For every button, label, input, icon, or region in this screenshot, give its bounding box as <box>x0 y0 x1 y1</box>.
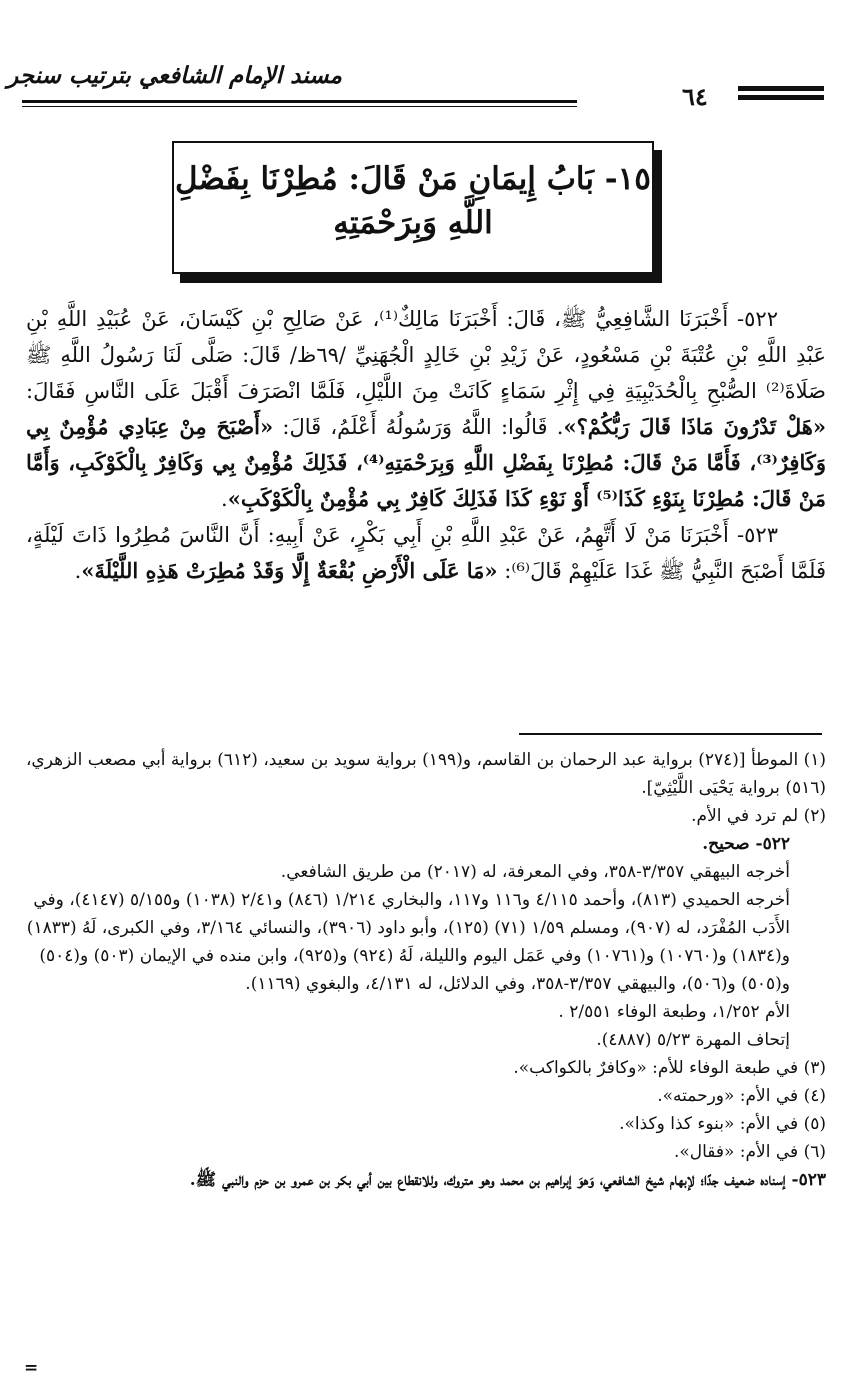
page-number: ٦٤ <box>682 82 708 111</box>
footnote: (٣) في طبعة الوفاء للأم: «وكافرٌ بالكواكب». <box>513 1058 826 1078</box>
hadith-text-segment: ٥٢٣- أَخْبَرَنَا مَنْ لَا أَتَّهِمُ، عَنْ عَبْدِ اللَّهِ بْنِ أَبِي بَكْرٍ، عَنْ أَبِيهِ: أَنَّ النَّاسَ مُطِرُوا ذَاتَ لَيْلَةٍ، فَلَمَّا أَصْبَحَ النَّبِيُّ ﷺ غَدَا عَلَيْهِمْ قَالَ⁽⁶⁾: <box>26 523 826 583</box>
header-rule <box>22 100 577 107</box>
footnote: (٢) لم ترد في الأم. <box>691 806 826 826</box>
hadith-523 <box>26 517 826 589</box>
takhrij-line: أخرجه البيهقي ٣/٣٥٧-٣٥٨، وفي المعرفة، له (٢٠١٧) من طريق الشافعي. <box>280 862 790 882</box>
takhrij-line: أخرجه الحميدي (٨١٣)، وأحمد ٤/١١٥ و١١٦ و١١٧، والبخاري ١/٢١٤ (٨٤٦) و٢/٤١ (١٠٣٨) و٥/١٥٥ (٤١٤٧)، وفي الأَدَب المُفْرَد، له (٩٠٧)، ومسلم ١/٥٩ (٧١) (١٢٥)، وأبو داود (٣٩٠٦)، والنسائي ٣/١٦٤، وفي الكبرى، لَهُ (١٨٣٣) و(١٨٣٤) و(١٠٧٦٠) و(١٠٧٦١) وفي عَمَل اليوم والليلة، لَهُ (٩٢٤) و(٩٢٥)، وابن منده في الإيمان (٥٠٣) و(٥٠٤) و(٥٠٥) و(٥٠٦)، والبيهقي ٣/٣٥٧-٣٥٨، وفي الدلائل، له ٤/١٣١، والبغوي (١١٦٩). <box>26 890 790 994</box>
chapter-heading-line-2: اللَّهِ وَبِرَحْمَتِهِ <box>333 205 493 241</box>
hadith-text-segment: . <box>74 559 82 583</box>
footnote: (٦) في الأم: «فقال». <box>673 1142 826 1162</box>
footnote: (٤) في الأم: «ورحمته». <box>657 1086 826 1106</box>
footnotes-block <box>24 746 826 1194</box>
hadith-text-block <box>26 301 826 589</box>
continuation-mark: = <box>24 1358 39 1378</box>
running-header-title: مسند الإمام الشافعي بترتيب سنجر <box>7 62 342 89</box>
takhrij-heading: ٥٢٢- صحيح. <box>702 834 790 854</box>
chapter-heading-line-1: ١٥- بَابُ إِيمَانِ مَنْ قَالَ: مُطِرْنَا بِفَضْلِ <box>175 161 651 197</box>
hadith-text-segment: . <box>221 487 228 511</box>
footnote: (٥) في الأم: «بنوء كذا وكذا». <box>619 1114 826 1134</box>
header-ornament-bars <box>738 86 824 104</box>
hadith-text-segment: «مَا عَلَى الْأَرْضِ بُقْعَةٌ إِلَّا وَقَدْ مُطِرَتْ هَذِهِ اللَّيْلَةَ» <box>81 558 498 583</box>
footnote-separator <box>519 733 822 735</box>
hadith-text-segment: . قَالُوا: اللَّهُ وَرَسُولُهُ أَعْلَمُ، قَالَ: <box>273 415 564 439</box>
hadith-text-segment: «هَلْ تَدْرُونَ مَاذَا قَالَ رَبُّكُمْ؟» <box>563 414 826 439</box>
hadith-text-segment: «أَصْبَحَ مِنْ عِبَادِي مُؤْمِنٌ بِي وَكَافِرٌ⁽³⁾، فَأَمَّا مَنْ قَالَ: مُطِرْنَا بِفَضْلِ اللَّهِ وَبِرَحْمَتِهِ⁽⁴⁾، فَذَلِكَ مُؤْمِنٌ بِي وَكَافِرٌ بِالْكَوْكَبِ، وَأَمَّا مَنْ قَالَ: مُطِرْنَا بِنَوْءِ كَذَا⁽⁵⁾ أَوْ نَوْءِ كَذَا فَذَلِكَ كَافِرٌ بِي مُؤْمِنٌ بِالْكَوْكَبِ» <box>26 414 826 511</box>
chapter-heading-box <box>172 141 654 274</box>
takhrij-line: الأم ١/٢٥٢، وطبعة الوفاء ٢/٥٥١ . <box>558 1002 790 1022</box>
grading-note: ٥٢٣- إسناده ضعيف جدًا؛ لإبهام شيخ الشافعي، وَهوَ إبراهيم بن محمد وهو متروك، وللانقطاع بين أبي بكر بن عمرو بن حزم والنبي ﷺ. <box>189 1170 826 1190</box>
hadith-text-segment: ٥٢٢- أَخْبَرَنَا الشَّافِعِيُّ ﷺ، قَالَ: أَخْبَرَنَا مَالِكٌ⁽¹⁾، عَنْ صَالِحِ بْنِ كَيْسَانَ، عَنْ عُبَيْدِ اللَّهِ بْنِ عَبْدِ اللَّهِ بْنِ عُتْبَةَ بْنِ مَسْعُودٍ، عَنْ زَيْدِ بْنِ خَالِدٍ الْجُهَنِيِّ /٦٩ظ/ قَالَ: صَلَّى لَنَا رَسُولُ اللَّهِ ﷺ صَلَاةَ⁽²⁾ الصُّبْحِ بِالْحُدَيْبِيَةِ فِي إِثْرِ سَمَاءٍ كَانَتْ مِنَ اللَّيْلِ، فَلَمَّا انْصَرَفَ أَقْبَلَ عَلَى النَّاسِ فَقَالَ: <box>26 307 826 403</box>
footnote: (١) الموطأ [(٢٧٤) برواية عبد الرحمان بن القاسم، و(١٩٩) برواية سويد بن سعيد، (٦١٢) برواية أبي مصعب الزهري، (٥١٦) برواية يَحْيَى اللَّيْثِيّ]. <box>25 750 826 798</box>
takhrij-line: إتحاف المهرة ٥/٢٣ (٤٨٨٧). <box>596 1030 790 1050</box>
hadith-522 <box>26 301 826 517</box>
